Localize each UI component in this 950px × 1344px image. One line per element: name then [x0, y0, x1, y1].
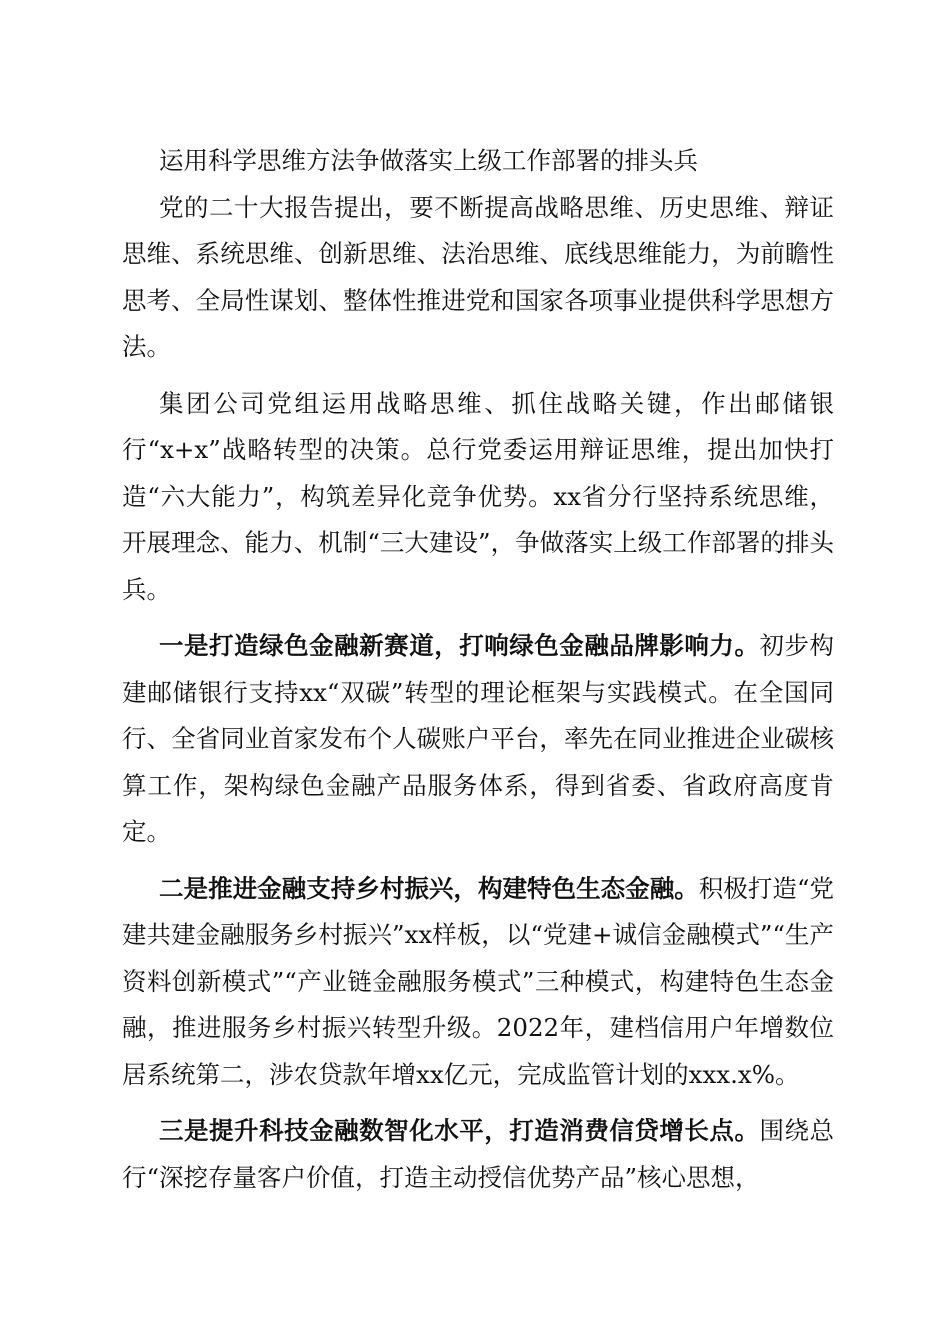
paragraph-text: 初步构建邮储银行支持xx“双碳”转型的理论框架与实践模式。在全国同行、全省同业首家发布个人碳账户平台，率先在同业推进企业碳核算工作，架构绿色金融产品服务体系，得到省委、省政府高度肯定。 [122, 631, 835, 846]
paragraph-text: 积极打造“党建共建金融服务乡村振兴”xx样板，以“党建+诚信金融模式”“生产资料创新模式”“产业链金融服务模式”三种模式，构建特色生态金融，推进服务乡村振兴转型升级。2022年，建档信用户年增数位居系统第二，涉农贷款年增xx亿元，完成监管计划的xxx.x%。 [122, 873, 835, 1089]
document-page [122, 138, 834, 1201]
paragraph-intro [122, 185, 834, 371]
paragraph-lead: 三是提升科技金融数智化水平，打造消费信贷增长点。 [159, 1116, 760, 1145]
paragraph-rural-revitalization [122, 866, 834, 1099]
paragraph-text: 党的二十大报告提出，要不断提高战略思维、历史思维、辩证思维、系统思维、创新思维、法治思维、底线思维能力，为前瞻性思考、全局性谋划、整体性推进党和国家各项事业提供科学思想方法。 [122, 192, 834, 361]
paragraph-green-finance [122, 623, 834, 856]
paragraph-lead: 一是打造绿色金融新赛道，打响绿色金融品牌影响力。 [159, 631, 760, 660]
paragraph-text: 集团公司党组运用战略思维、抓住战略关键，作出邮储银行“x+x”战略转型的决策。总行党委运用辩证思维，提出加快打造“六大能力”，构筑差异化竞争优势。xx省分行坚持系统思维，开展理念、能力、机制“三大建设”，争做落实上级工作部署的排头兵。 [122, 388, 834, 604]
paragraph-lead: 二是推进金融支持乡村振兴，构建特色生态金融。 [159, 873, 699, 903]
paragraph-tech-finance [122, 1108, 834, 1201]
paragraph-text: 围绕总行“深挖存量客户价值，打造主动授信优势产品”核心思想， [122, 1116, 835, 1192]
paragraph-strategy [122, 381, 834, 614]
document-title: 运用科学思维方法争做落实上级工作部署的排头兵 [159, 146, 698, 175]
